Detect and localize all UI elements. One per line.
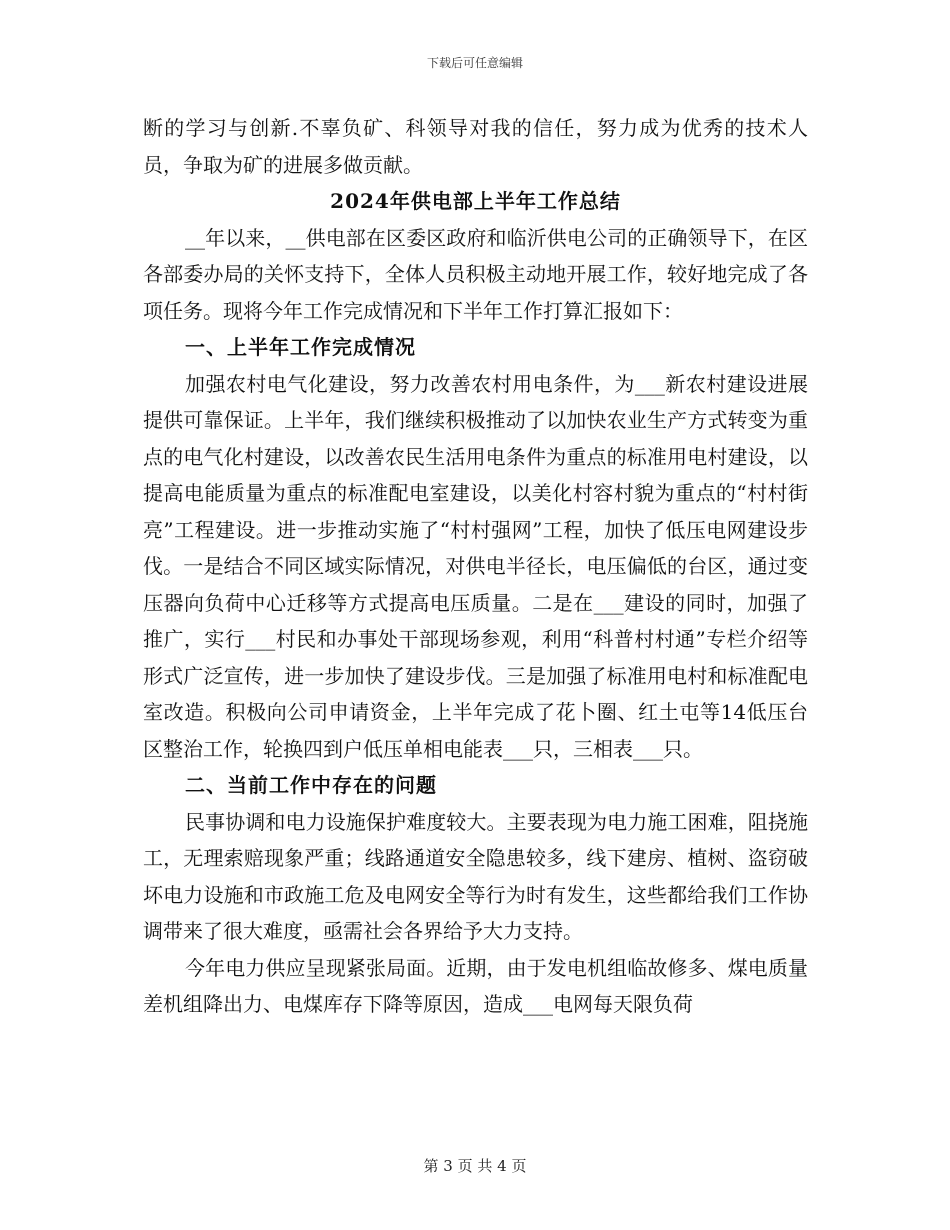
document-title: 2024年供电部上半年工作总结 (330, 189, 621, 213)
section-heading-1: 一、上半年工作完成情况 (185, 335, 416, 359)
intro-paragraph: 断的学习与创新.不辜负矿、科领导对我的信任，努力成为优秀的技术人员，争取为矿的进展多做贡献。 (143, 116, 808, 177)
section-2-paragraph-2: 今年电力供应呈现紧张局面。近期，由于发电机组临故修多、煤电质量差机组降出力、电煤库存下降等原因，造成___电网每天限负荷 (143, 955, 808, 1016)
opening-paragraph: __年以来，__供电部在区委区政府和临沂供电公司的正确领导下，在区各部委办局的关怀支持下，全体人员积极主动地开展工作，较好地完成了各项任务。现将今年工作完成情况和下半年工作打算汇报如下： (143, 225, 808, 323)
section-heading-2: 二、当前工作中存在的问题 (185, 773, 437, 797)
page-header-note: 下载后可任意编辑 (426, 56, 523, 70)
section-1-paragraph: 加强农村电气化建设，努力改善农村用电条件，为___新农村建设进展提供可靠保证。上半年，我们继续积极推动了以加快农业生产方式转变为重点的电气化村建设，以改善农民生活用电条件为重点的标准用电村建设，以提高电能质量为重点的标准配电室建设，以美化村容村貌为重点的“村村街亮”工程建设。进一步推动实施了“村村强网”工程，加快了低压电网建设步伐。一是结合不同区域实际情况，对供电半径长，电压偏低的台区，通过变压器向负荷中心迁移等方式提高电压质量。二是在___建设的同时，加强了推广，实行___村民和办事处干部现场参观，利用“科普村村通”专栏介绍等形式广泛宣传，进一步加快了建设步伐。三是加强了标准用电村和标准配电室改造。积极向公司申请资金，上半年完成了花卜圈、红土屯等14低压台区整治工作，轮换四到户低压单相电能表___只，三相表___只。 (143, 371, 808, 761)
page-number-footer: 第 3 页 共 4 页 (423, 1157, 527, 1175)
section-2-paragraph-1: 民事协调和电力设施保护难度较大。主要表现为电力施工困难，阻挠施工，无理索赔现象严重；线路通道安全隐患较多，线下建房、植树、盗窃破坏电力设施和市政施工危及电网安全等行为时有发生，这些都给我们工作协调带来了很大难度，亟需社会各界给予大力支持。 (143, 809, 808, 943)
document-body (143, 110, 808, 1023)
